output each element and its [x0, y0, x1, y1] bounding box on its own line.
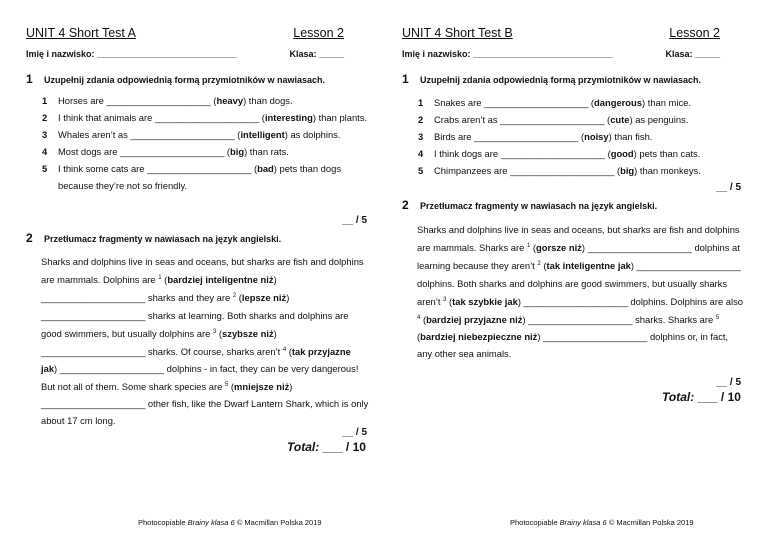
list-item[interactable] [42, 160, 370, 194]
test-a-ex2-instruction: Przetłumacz fragmenty w nawiasach na język angielski. [44, 234, 282, 244]
test-a-name-field[interactable]: Imię i nazwisko: ____________________________ [26, 49, 238, 59]
item-text: I think dogs are ____________________ ( [434, 148, 611, 159]
item-text-end: ) than rats. [244, 146, 289, 157]
total-label: Total: [287, 440, 320, 454]
item-adjective: noisy [584, 131, 609, 142]
list-item[interactable] [42, 92, 370, 109]
list-item[interactable] [418, 111, 746, 128]
test-b-ex2-score: __ / 5 [716, 377, 742, 388]
item-number: 4 [418, 148, 424, 159]
test-a-ex2-number: 2 [26, 231, 33, 245]
item-number: 3 [42, 129, 48, 140]
test-b-ex2-instruction: Przetłumacz fragmenty w nawiasach na język angielski. [420, 201, 658, 211]
test-a-ex1-number: 1 [26, 72, 33, 86]
list-item[interactable] [42, 126, 370, 143]
item-adjective: big [620, 165, 635, 176]
item-text: I think some cats are ____________________ ( [58, 163, 258, 174]
total-value: ___ / 10 [322, 440, 366, 454]
item-number: 1 [418, 97, 424, 108]
list-item[interactable] [42, 143, 370, 160]
item-text: Chimpanzees are ____________________ ( [434, 165, 621, 176]
test-a-class-field[interactable]: Klasa: _____ [289, 49, 344, 59]
test-b-ex1-instruction: Uzupełnij zdania odpowiednią formą przymiotników w nawiasach. [420, 75, 702, 85]
item-number: 5 [42, 163, 48, 174]
list-item[interactable] [418, 145, 746, 162]
test-a-page [14, 0, 384, 543]
list-item[interactable] [42, 109, 370, 126]
test-b-total [662, 390, 741, 404]
item-text: Snakes are ____________________ ( [434, 97, 595, 108]
item-adjective: cute [610, 114, 630, 125]
test-b-ex2-passage: Sharks and dolphins live in seas and oceans, but sharks are fish and dolphins are mammals. Sharks are $^1$ (gorsze niż) ____________________ dolphins at learning because they aren’t $^2$ (tak inteligentne jak) ____________________ dolphins. Both sharks and dolphins are good swimmers, but usually sharks aren’t $^3$ (tak szybkie jak) ____________________ dolphins. Dolphins are also $^4$ (bardziej przyjazne niż) ____________________ sharks. Sharks are $^5$ (bardziej niebezpieczne niż) ____________________ dolphins or, in fact, any other sea animals. [417, 224, 743, 360]
item-adjective: big [230, 146, 245, 157]
item-text-end: ) than plants. [312, 112, 368, 123]
test-a-ex1-score: __ / 5 [342, 215, 368, 226]
item-number: 2 [42, 112, 48, 123]
list-item[interactable] [418, 162, 746, 179]
test-b-footer: Photocopiable Brainy klasa 6 © Macmillan Polska 2019 [510, 518, 694, 527]
item-text-end: ) as dolphins. [284, 129, 341, 140]
item-text-end: ) than dogs. [243, 95, 293, 106]
item-number: 2 [418, 114, 424, 125]
test-a-unit-title: UNIT 4 Short Test A [26, 26, 137, 40]
item-adjective: good [610, 148, 634, 159]
test-b-unit-title: UNIT 4 Short Test B [402, 26, 513, 40]
test-a-total [287, 440, 366, 454]
item-text-end: ) pets than dogs because they’re not so friendly. [58, 163, 342, 191]
item-adjective: bad [257, 163, 274, 174]
test-b-lesson: Lesson 2 [669, 26, 720, 40]
item-text: Birds are ____________________ ( [434, 131, 585, 142]
item-text: Whales aren’t as ____________________ ( [58, 129, 241, 140]
test-a-footer: Photocopiable Brainy klasa 6 © Macmillan Polska 2019 [138, 518, 322, 527]
item-text-end: ) than fish. [608, 131, 653, 142]
item-adjective: intelligent [240, 129, 285, 140]
test-b-ex1-score: __ / 5 [716, 182, 742, 193]
item-text: Crabs aren’t as ____________________ ( [434, 114, 611, 125]
test-a-ex1-instruction: Uzupełnij zdania odpowiednią formą przymiotników w nawiasach. [44, 75, 326, 85]
test-b-page [390, 0, 760, 543]
item-text-end: ) as penguins. [629, 114, 689, 125]
item-number: 4 [42, 146, 48, 157]
test-b-ex1-items [418, 94, 746, 179]
item-text-end: ) than monkeys. [634, 165, 701, 176]
item-adjective: heavy [216, 95, 244, 106]
test-a-ex2-score: __ / 5 [342, 427, 368, 438]
item-adjective: interesting [264, 112, 313, 123]
item-adjective: dangerous [594, 97, 642, 108]
item-text-end: ) pets than cats. [633, 148, 701, 159]
test-b-ex2-number: 2 [402, 198, 409, 212]
item-text: I think that animals are ____________________ ( [58, 112, 265, 123]
list-item[interactable] [418, 128, 746, 145]
test-b-name-field[interactable]: Imię i nazwisko: ____________________________ [402, 49, 614, 59]
test-b-name-row [402, 49, 748, 63]
total-value: ___ / 10 [697, 390, 741, 404]
test-a-ex2-passage: Sharks and dolphins live in seas and oceans, but sharks are fish and dolphins are mammals. Dolphins are $^1$ (bardziej inteligentne niż) ____________________ sharks and they are $^2$ (lepsze niż) ____________________ sharks at learning. Both sharks and dolphins are good swimmers, but usually dolphins are $^3$ (szybsze niż) ____________________ sharks. Of course, sharks aren’t $^4$ (tak przyjazne jak) ____________________ dolphins - in fact, they can be very dangerous! But not all of them. Some shark species are $^5$ (mniejsze niż) ____________________ other fish, like the Dwarf Lantern Shark, which is only about 17 cm long. [41, 256, 369, 427]
test-a-ex1-items [42, 92, 370, 194]
item-number: 5 [418, 165, 424, 176]
test-b-class-field[interactable]: Klasa: _____ [665, 49, 720, 59]
test-a-header [26, 26, 372, 42]
list-item[interactable] [418, 94, 746, 111]
item-text: Most dogs are ____________________ ( [58, 146, 231, 157]
test-b-header [402, 26, 748, 42]
total-label: Total: [662, 390, 695, 404]
test-b-ex1-number: 1 [402, 72, 409, 86]
test-a-name-row [26, 49, 372, 63]
item-text-end: ) than mice. [641, 97, 691, 108]
item-number: 1 [42, 95, 48, 106]
item-text: Horses are ____________________ ( [58, 95, 217, 106]
test-a-lesson: Lesson 2 [293, 26, 344, 40]
item-number: 3 [418, 131, 424, 142]
